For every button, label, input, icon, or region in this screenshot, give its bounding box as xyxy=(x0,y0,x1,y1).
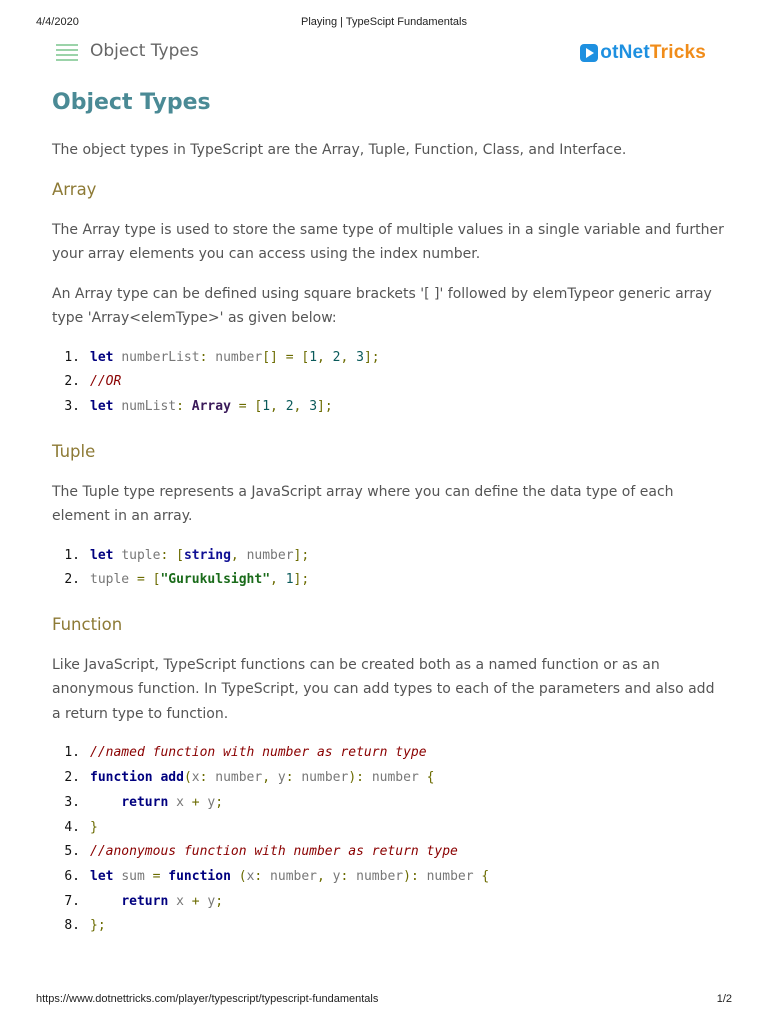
array-paragraph-1: The Array type is used to store the same type of multiple values in a single variable and further your array elements you can access using the index number. xyxy=(52,221,724,262)
intro-paragraph: The object types in TypeScript are the Array, Tuple, Function, Class, and Interface. xyxy=(52,142,627,158)
print-title: Playing | TypeScipt Fundamentals xyxy=(301,16,467,28)
print-page-number: 1/2 xyxy=(716,993,732,1005)
print-url: https://www.dotnettricks.com/player/typescript/typescript-fundamentals xyxy=(36,993,379,1005)
logo-text-tricks: Tricks xyxy=(649,42,706,63)
code-line: 2. tuple = ["Gurukulsight", 1]; xyxy=(64,572,310,588)
code-line: 3. let numList: Array = [1, 2, 3]; xyxy=(64,398,333,414)
print-header xyxy=(36,16,732,30)
code-line: 2. //OR xyxy=(64,374,122,390)
array-paragraph-2: An Array type can be defined using square brackets '[ ]' followed by elemTypeor generic array type 'Array<elemType>' as given below: xyxy=(52,285,712,326)
code-line: 7. return x + y; xyxy=(64,893,224,909)
code-line: 5. //anonymous function with number as return type xyxy=(64,844,458,860)
function-heading: Function xyxy=(52,614,123,634)
top-bar xyxy=(52,36,706,70)
page-title: Object Types xyxy=(52,90,211,115)
logo-text-dotnet: otNet xyxy=(600,42,650,63)
code-line: 6. let sum = function (x: number, y: number): number { xyxy=(64,868,490,884)
code-line: 1. let numberList: number[] = [1, 2, 3]; xyxy=(64,349,380,365)
code-line: 1. //named function with number as return type xyxy=(64,745,427,761)
array-code-block xyxy=(52,346,724,420)
tuple-code-block xyxy=(52,544,724,593)
code-line: 2. function add(x: number, y: number): number { xyxy=(64,770,435,786)
play-badge-icon xyxy=(580,44,598,62)
menu-icon[interactable] xyxy=(56,44,78,60)
code-line: 3. return x + y; xyxy=(64,794,224,810)
code-line: 1. let tuple: [string, number]; xyxy=(64,547,310,563)
array-heading: Array xyxy=(52,179,97,199)
article xyxy=(52,88,724,959)
lesson-title: Object Types xyxy=(90,41,199,61)
print-footer xyxy=(36,993,732,1007)
dotnettricks-logo[interactable] xyxy=(580,40,706,66)
tuple-heading: Tuple xyxy=(52,441,96,461)
tuple-paragraph: The Tuple type represents a JavaScript array where you can define the data type of each element in an array. xyxy=(52,483,674,525)
code-line: 8. }; xyxy=(64,918,106,934)
code-line: 4. } xyxy=(64,819,98,835)
function-code-block xyxy=(52,741,724,939)
print-date: 4/4/2020 xyxy=(36,16,79,28)
function-paragraph: Like JavaScript, TypeScript functions can be created both as a named function or as an anonymous function. In TypeScript, you can add types to each of the parameters and also add a return type to function. xyxy=(52,656,715,722)
